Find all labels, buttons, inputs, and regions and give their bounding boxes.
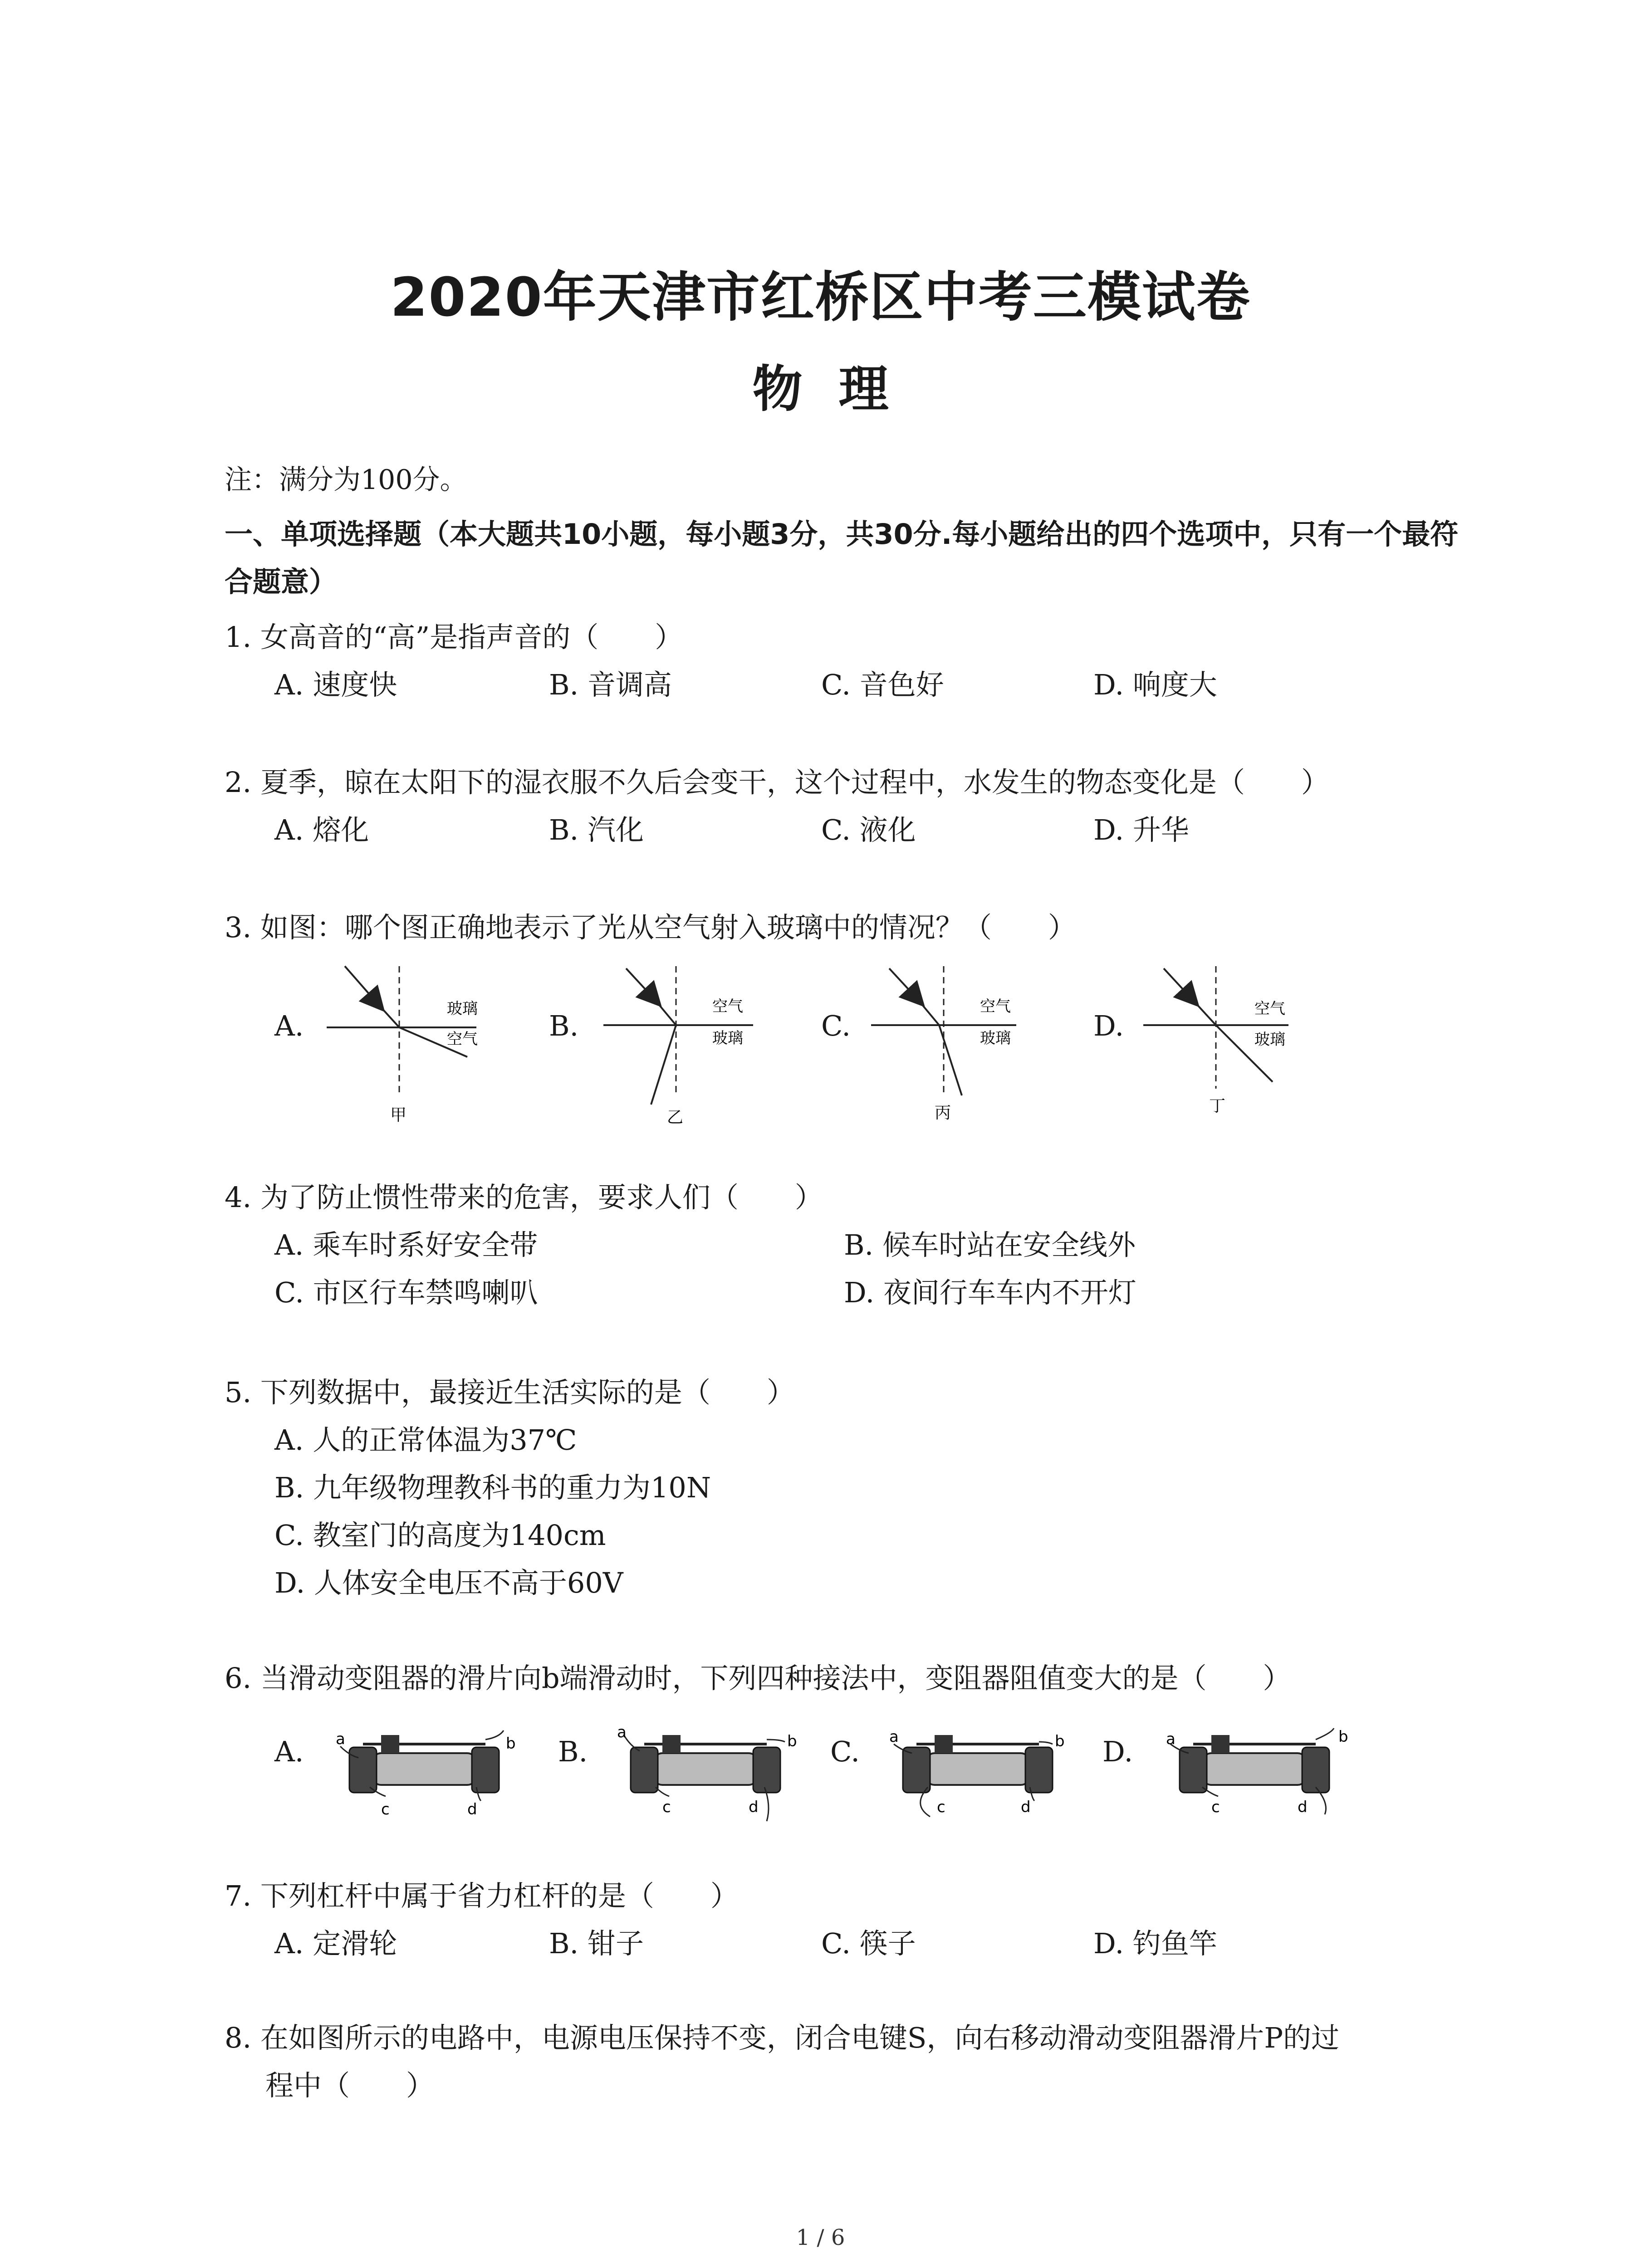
q4-option-d: D. 夜间行车车内不开灯: [844, 1276, 1136, 1309]
question-7: 7. 下列杠杆中属于省力杠杆的是（ ）: [225, 1879, 739, 1912]
question-5: 5. 下列数据中，最接近生活实际的是（ ）: [225, 1376, 795, 1409]
terminal-b-label: b: [1055, 1732, 1065, 1750]
terminal-a-label: a: [336, 1730, 345, 1748]
refraction-diagram-jia: [318, 957, 522, 1129]
q7-option-d: D. 钓鱼竿: [1093, 1927, 1217, 1960]
rheostat-diagram-d: [1161, 1719, 1370, 1823]
q3-label-d: D.: [1093, 1009, 1124, 1042]
q7-option-a: A. 定滑轮: [274, 1927, 397, 1960]
terminal-a-label: a: [1166, 1730, 1176, 1748]
refraction-diagram-bing: [867, 957, 1071, 1129]
question-8-line-1: 8. 在如图所示的电路中，电源电压保持不变，闭合电键S，向右移动滑动变阻器滑片P的过: [225, 2021, 1340, 2054]
q5-option-c: C. 教室门的高度为140cm: [274, 1519, 606, 1552]
q5-option-d: D. 人体安全电压不高于60V: [274, 1566, 623, 1599]
q3-label-b: B.: [549, 1009, 579, 1042]
medium-label-top: 玻璃: [447, 1000, 478, 1018]
terminal-c-label: c: [381, 1800, 390, 1818]
medium-label-top: 空气: [1254, 1000, 1285, 1018]
refraction-diagram-ding: [1139, 957, 1343, 1129]
question-1: 1. 女高音的“高”是指声音的（ ）: [225, 621, 683, 654]
q6-label-c: C.: [830, 1735, 860, 1768]
q2-option-d: D. 升华: [1093, 813, 1189, 846]
terminal-b-label: b: [506, 1735, 516, 1753]
question-2: 2. 夏季，晾在太阳下的湿衣服不久后会变干，这个过程中，水发生的物态变化是（ ）: [225, 766, 1329, 799]
medium-label-bottom: 空气: [447, 1030, 478, 1048]
rheostat-diagram-b: [612, 1719, 821, 1823]
q3-label-a: A.: [274, 1009, 304, 1042]
q7-option-c: C. 筷子: [821, 1927, 916, 1960]
medium-label-bottom: 玻璃: [1254, 1031, 1285, 1049]
q6-label-d: D.: [1102, 1735, 1133, 1768]
score-note: 注：满分为100分。: [225, 464, 467, 496]
terminal-c-label: c: [662, 1798, 671, 1816]
q5-option-a: A. 人的正常体温为37℃: [274, 1423, 577, 1457]
q3-label-c: C.: [821, 1009, 851, 1042]
q5-option-b: B. 九年级物理教科书的重力为10N: [274, 1471, 711, 1504]
q2-option-b: B. 汽化: [549, 813, 644, 846]
medium-label-top: 空气: [980, 997, 1011, 1016]
q4-option-c: C. 市区行车禁鸣喇叭: [274, 1276, 538, 1309]
q6-label-a: A.: [274, 1735, 304, 1768]
terminal-d-label: d: [749, 1798, 759, 1816]
q1-option-c: C. 音色好: [821, 668, 944, 701]
terminal-a-label: a: [617, 1723, 627, 1741]
question-8-line-2: 程中（ ）: [265, 2069, 435, 2102]
rheostat-diagram-a: [331, 1719, 540, 1823]
diagram-caption: 丙: [935, 1104, 951, 1122]
terminal-c-label: c: [1211, 1798, 1220, 1816]
question-4: 4. 为了防止惯性带来的危害，要求人们（ ）: [225, 1181, 823, 1214]
q2-option-c: C. 液化: [821, 813, 916, 846]
q6-label-b: B.: [558, 1735, 588, 1768]
diagram-caption: 丁: [1209, 1097, 1226, 1115]
subject-heading: 物理: [752, 360, 925, 418]
terminal-d-label: d: [1021, 1798, 1031, 1816]
terminal-d-label: d: [1298, 1798, 1308, 1816]
q1-option-a: A. 速度快: [274, 668, 397, 701]
question-3: 3. 如图：哪个图正确地表示了光从空气射入玻璃中的情况？（ ）: [225, 911, 1076, 944]
q4-option-b: B. 候车时站在安全线外: [844, 1228, 1136, 1261]
diagram-caption: 乙: [667, 1108, 684, 1127]
refraction-diagram-yi: [599, 957, 803, 1129]
terminal-b-label: b: [787, 1732, 797, 1750]
q1-option-d: D. 响度大: [1093, 668, 1217, 701]
page-number: 1 / 6: [796, 2225, 845, 2250]
q7-option-b: B. 钳子: [549, 1927, 644, 1960]
medium-label-top: 空气: [712, 997, 743, 1016]
question-8: [225, 2014, 1495, 2109]
medium-label-bottom: 玻璃: [712, 1029, 743, 1047]
question-6: 6. 当滑动变阻器的滑片向b端滑动时，下列四种接法中，变阻器阻值变大的是（ ）: [225, 1662, 1291, 1695]
terminal-d-label: d: [467, 1800, 477, 1818]
q4-option-a: A. 乘车时系好安全带: [274, 1228, 538, 1261]
section-heading: 一、单项选择题（本大题共10小题，每小题3分，共30分.每小题给出的四个选项中，只有一个最符合题意）: [225, 518, 1459, 598]
q2-option-a: A. 熔化: [274, 813, 369, 846]
terminal-c-label: c: [937, 1798, 945, 1816]
terminal-b-label: b: [1338, 1728, 1348, 1746]
rheostat-diagram-c: [885, 1719, 1093, 1823]
diagram-caption: 甲: [390, 1106, 407, 1124]
page-title: 2020年天津市红桥区中考三模试卷: [390, 266, 1251, 328]
terminal-a-label: a: [889, 1728, 899, 1746]
q1-option-b: B. 音调高: [549, 668, 672, 701]
medium-label-bottom: 玻璃: [980, 1029, 1011, 1047]
